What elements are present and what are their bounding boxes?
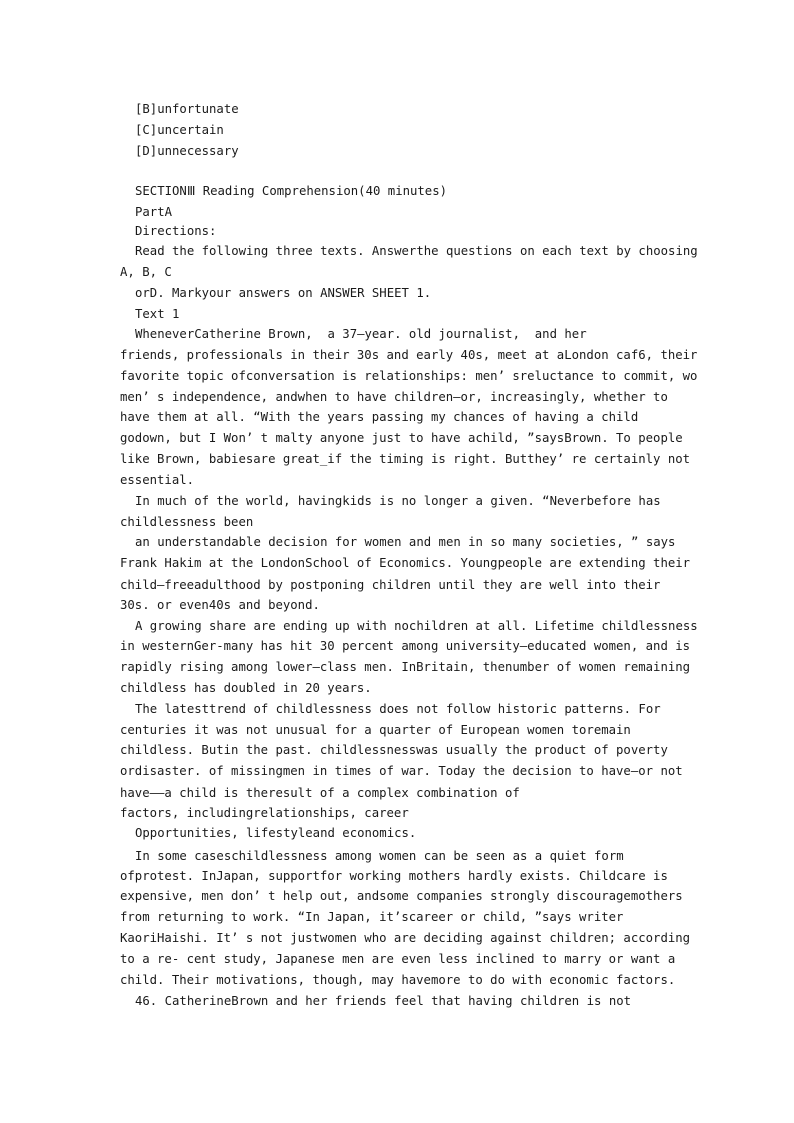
- paragraph-line: child—freeadulthood by postponing children until they are well into their: [120, 578, 661, 592]
- section-heading: SECTIONⅢ Reading Comprehension(40 minutes): [135, 184, 448, 198]
- paragraph-line: 30s. or even40s and beyond.: [120, 598, 320, 612]
- directions-text: orD. Markyour answers on ANSWER SHEET 1.: [135, 286, 432, 300]
- option-c: [C]uncertain: [135, 123, 224, 137]
- paragraph-line: rapidly rising among lower—class men. InBritain, thenumber of women remaining: [120, 660, 691, 674]
- paragraph-line: like Brown, babiesare great_if the timing is right. Butthey’ re certainly not: [120, 452, 691, 466]
- paragraph-line: have them at all. “With the years passing my chances of having a child: [120, 410, 639, 424]
- paragraph-line: childlessness been: [120, 515, 254, 529]
- paragraph-line: to a re- cent study, Japanese men are even less inclined to marry or want a: [120, 952, 676, 966]
- paragraph-line: childless. Butin the past. childlessnesswas usually the product of poverty: [120, 743, 668, 757]
- paragraph-line: Frank Hakim at the LondonSchool of Economics. Youngpeople are extending their: [120, 556, 691, 570]
- option-d: [D]unnecessary: [135, 144, 239, 158]
- paragraph-line: Opportunities, lifestyleand economics.: [135, 826, 417, 840]
- paragraph-line: ordisaster. of missingmen in times of war. Today the decision to have—or not: [120, 764, 683, 778]
- question-46: 46. CatherineBrown and her friends feel that having children is not: [135, 994, 632, 1008]
- paragraph-line: in westernGer-many has hit 30 percent among university—educated women, and is: [120, 639, 691, 653]
- part-heading: PartA: [135, 205, 173, 219]
- paragraph-line: A growing share are ending up with nochildren at all. Lifetime childlessness: [135, 619, 698, 633]
- paragraph-line: child. Their motivations, though, may havemore to do with economic factors.: [120, 973, 676, 987]
- directions-text: Read the following three texts. Answerthe questions on each text by choosing: [135, 244, 698, 258]
- text-heading: Text 1: [135, 307, 180, 321]
- directions-label: Directions:: [135, 224, 217, 238]
- directions-text: A, B, C: [120, 265, 172, 279]
- paragraph-line: centuries it was not unusual for a quarter of European women toremain: [120, 723, 631, 737]
- paragraph-line: an understandable decision for women and men in so many societies, ” says: [135, 535, 676, 549]
- paragraph-line: KaoriHaishi. It’ s not justwomen who are deciding against children; according: [120, 931, 691, 945]
- paragraph-line: The latesttrend of childlessness does not follow historic patterns. For: [135, 702, 661, 716]
- paragraph-line: from returning to work. “In Japan, it’scareer or child, ”says writer: [120, 910, 624, 924]
- paragraph-line: WheneverCatherine Brown, a 37—year. old journalist, and her: [135, 327, 587, 341]
- paragraph-line: childless has doubled in 20 years.: [120, 681, 372, 695]
- paragraph-line: have——a child is theresult of a complex combination of: [120, 786, 520, 800]
- paragraph-line: factors, includingrelationships, career: [120, 806, 409, 820]
- paragraph-line: godown, but I Won’ t malty anyone just to have achild, ”saysBrown. To people: [120, 431, 683, 445]
- paragraph-line: expensive, men don’ t help out, andsome companies strongly discouragemothers: [120, 889, 683, 903]
- paragraph-line: friends, professionals in their 30s and early 40s, meet at aLondon caf6, their: [120, 348, 698, 362]
- paragraph-line: men’ s independence, andwhen to have children—or, increasingly, whether to: [120, 390, 668, 404]
- paragraph-line: ofprotest. InJapan, supportfor working mothers hardly exists. Childcare is: [120, 869, 668, 883]
- paragraph-line: In much of the world, havingkids is no longer a given. “Neverbefore has: [135, 494, 661, 508]
- paragraph-line: favorite topic ofconversation is relationships: men’ sreluctance to commit, wo: [120, 369, 698, 383]
- paragraph-line: essential.: [120, 473, 195, 487]
- option-b: [B]unfortunate: [135, 102, 239, 116]
- paragraph-line: In some caseschildlessness among women can be seen as a quiet form: [135, 849, 624, 863]
